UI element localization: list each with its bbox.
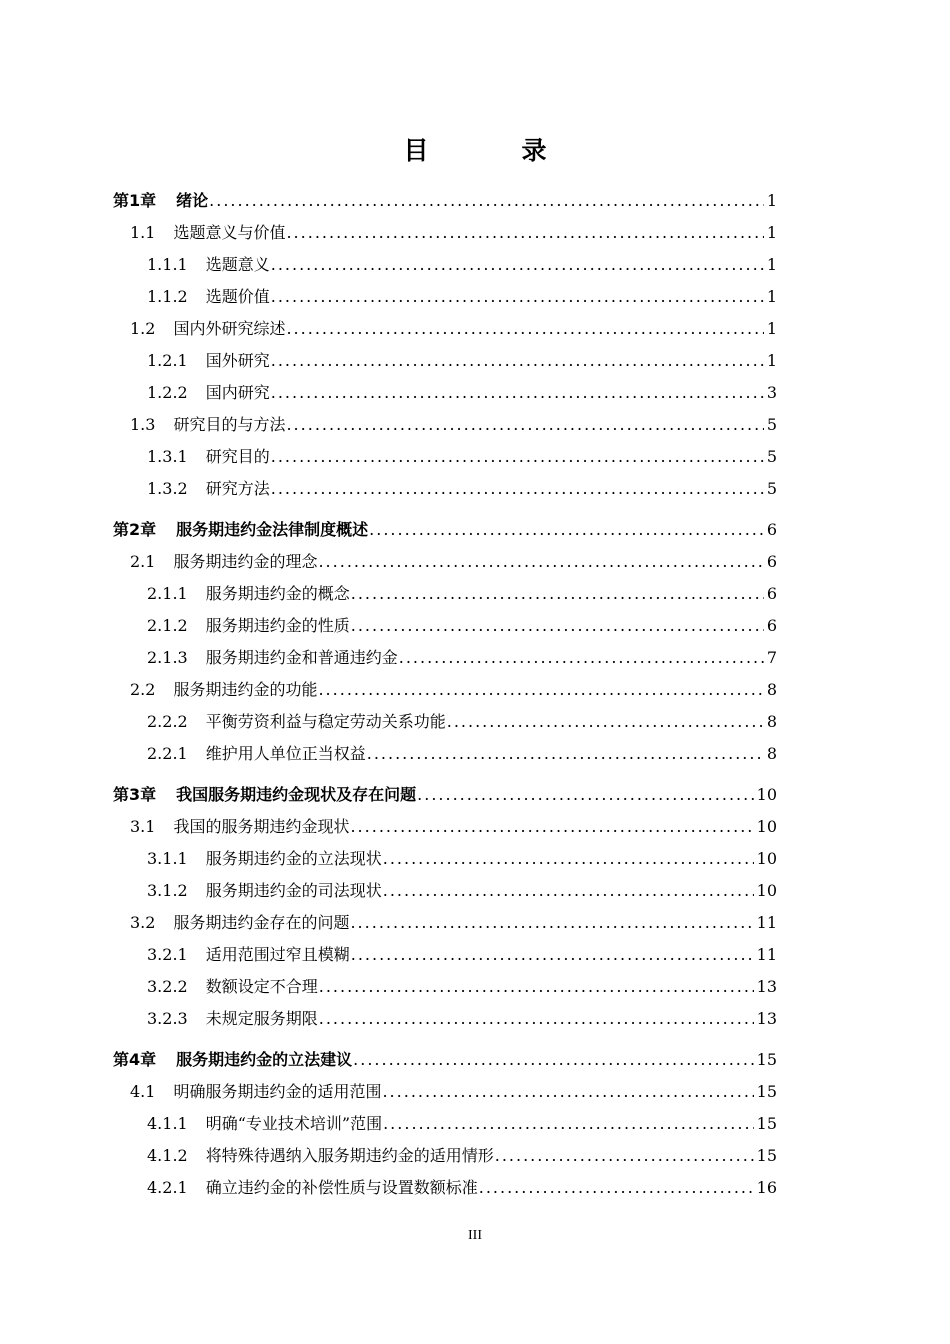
toc-entry-page: 6 [766,552,777,571]
toc-section-entry[interactable] [113,1076,777,1108]
toc-entry-number: 4.2.1 [147,1178,188,1197]
toc-entry-page: 16 [756,1178,777,1197]
toc-entry-number: 2.1 [130,552,156,571]
dot-leader [495,1140,754,1172]
dot-leader [383,843,754,875]
toc-entry-page: 10 [756,817,777,836]
toc-entry-title: 服务期违约金的司法现状 [205,881,382,900]
toc-chapter-entry[interactable] [113,1044,777,1076]
toc-entry-number: 3.1 [130,817,156,836]
toc-entry-page: 6 [766,520,777,539]
toc-entry-title: 未规定服务期限 [205,1009,318,1028]
toc-entry-page: 10 [756,881,777,900]
toc-subsection-entry[interactable] [113,642,777,674]
toc-section-entry[interactable] [113,546,777,578]
toc-entry-page: 15 [756,1082,777,1101]
toc-entry-title: 我国服务期违约金现状及存在问题 [176,785,417,804]
toc-subsection-entry[interactable] [113,345,777,377]
toc-entry-title: 研究方法 [205,479,270,498]
toc-entry-title: 服务期违约金的概念 [205,584,350,603]
toc-entry-number: 第1章 [113,191,157,210]
toc-entry-number: 3.2.1 [147,945,188,964]
dot-leader [318,546,763,578]
toc-entry-page: 15 [756,1146,777,1165]
dot-leader [286,217,763,249]
toc-entry-number: 第2章 [113,520,157,539]
toc-entry-page: 15 [756,1050,777,1069]
dot-leader [350,907,753,939]
dot-leader [319,1003,754,1035]
toc-entry-number: 第3章 [113,785,157,804]
dot-leader [271,473,764,505]
toc-entry-number: 1.1.1 [147,255,188,274]
toc-entry-page: 5 [766,447,777,466]
toc-entry-page: 8 [766,712,777,731]
toc-subsection-entry[interactable] [113,578,777,610]
table-of-contents [113,185,777,1204]
dot-leader [271,249,764,281]
toc-entry-page: 5 [766,415,777,434]
toc-entry-page: 10 [756,785,777,804]
toc-entry-number: 4.1 [130,1082,156,1101]
toc-entry-title: 选题意义 [205,255,270,274]
dot-leader [353,1044,753,1076]
toc-entry-page: 5 [766,479,777,498]
toc-entry-title: 服务期违约金和普通违约金 [205,648,398,667]
toc-entry-page: 11 [756,945,777,964]
toc-entry-page: 6 [766,616,777,635]
toc-entry-page: 10 [756,849,777,868]
toc-entry-title: 选题意义与价值 [173,223,286,242]
toc-subsection-entry[interactable] [113,1172,777,1204]
toc-entry-title: 研究目的 [205,447,270,466]
dot-leader [351,578,764,610]
toc-entry-title: 国外研究 [205,351,270,370]
toc-subsection-entry[interactable] [113,377,777,409]
toc-entry-title: 研究目的与方法 [173,415,286,434]
toc-entry-number: 3.1.2 [147,881,188,900]
dot-leader [479,1172,754,1204]
toc-entry-title: 平衡劳资利益与稳定劳动关系功能 [205,712,446,731]
toc-entry-title: 服务期违约金存在的问题 [173,913,350,932]
toc-subsection-entry[interactable] [113,738,777,770]
toc-entry-page: 1 [766,191,777,210]
toc-subsection-entry[interactable] [113,875,777,907]
dot-leader [271,441,764,473]
toc-section-entry[interactable] [113,217,777,249]
dot-leader [351,939,754,971]
dot-leader [382,1076,753,1108]
toc-subsection-entry[interactable] [113,706,777,738]
toc-entry-number: 2.1.1 [147,584,188,603]
toc-entry-number: 3.2.3 [147,1009,188,1028]
toc-entry-title: 服务期违约金的理念 [173,552,318,571]
dot-leader [319,971,754,1003]
dot-leader [271,281,764,313]
toc-subsection-entry[interactable] [113,473,777,505]
toc-entry-title: 明确“专业技术培训”范围 [205,1114,383,1133]
toc-entry-page: 1 [766,255,777,274]
toc-entry-number: 2.2.2 [147,712,188,731]
toc-entry-number: 2.2.1 [147,744,188,763]
toc-entry-number: 1.3.1 [147,447,188,466]
toc-entry-number: 4.1.1 [147,1114,188,1133]
toc-entry-number: 2.2 [130,680,156,699]
toc-chapter-entry[interactable] [113,514,777,546]
toc-entry-page: 7 [766,648,777,667]
toc-entry-number: 3.1.1 [147,849,188,868]
dot-leader [399,642,764,674]
toc-section-entry[interactable] [113,674,777,706]
toc-entry-number: 3.2 [130,913,156,932]
page-number-footer: III [468,1228,482,1243]
toc-subsection-entry[interactable] [113,939,777,971]
dot-leader [318,674,763,706]
toc-entry-number: 4.1.2 [147,1146,188,1165]
toc-entry-title: 服务期违约金的立法现状 [205,849,382,868]
toc-entry-page: 1 [766,223,777,242]
toc-subsection-entry[interactable] [113,971,777,1003]
toc-entry-page: 8 [766,680,777,699]
toc-entry-title: 国内研究 [205,383,270,402]
toc-entry-title: 确立违约金的补偿性质与设置数额标准 [205,1178,478,1197]
toc-section-entry[interactable] [113,313,777,345]
toc-entry-number: 1.3 [130,415,156,434]
toc-subsection-entry[interactable] [113,1108,777,1140]
dot-leader [351,610,764,642]
toc-entry-title: 维护用人单位正当权益 [205,744,366,763]
toc-entry-page: 1 [766,351,777,370]
toc-entry-number: 1.2.1 [147,351,188,370]
toc-entry-number: 2.1.3 [147,648,188,667]
dot-leader [447,706,764,738]
toc-entry-page: 3 [766,383,777,402]
toc-entry-page: 8 [766,744,777,763]
toc-entry-title: 将特殊待遇纳入服务期违约金的适用情形 [205,1146,494,1165]
toc-entry-number: 3.2.2 [147,977,188,996]
toc-entry-page: 6 [766,584,777,603]
dot-leader [383,1108,754,1140]
toc-entry-page: 1 [766,319,777,338]
toc-entry-number: 2.1.2 [147,616,188,635]
toc-entry-title: 明确服务期违约金的适用范围 [173,1082,382,1101]
toc-entry-page: 15 [756,1114,777,1133]
toc-subsection-entry[interactable] [113,1003,777,1035]
dot-leader [367,738,764,770]
toc-title: 目 录 [403,136,581,165]
toc-entry-title: 选题价值 [205,287,270,306]
toc-subsection-entry[interactable] [113,610,777,642]
toc-entry-number: 1.1.2 [147,287,188,306]
dot-leader [417,779,753,811]
toc-subsection-entry[interactable] [113,441,777,473]
dot-leader [271,345,764,377]
dot-leader [271,377,764,409]
dot-leader [369,514,764,546]
dot-leader [350,811,753,843]
toc-subsection-entry[interactable] [113,1140,777,1172]
toc-entry-number: 1.2.2 [147,383,188,402]
dot-leader [286,409,763,441]
toc-chapter-entry[interactable] [113,185,777,217]
toc-subsection-entry[interactable] [113,249,777,281]
toc-entry-title: 服务期违约金法律制度概述 [176,520,369,539]
toc-entry-title: 绪论 [176,191,209,210]
dot-leader [383,875,754,907]
toc-entry-title: 服务期违约金的立法建议 [176,1050,353,1069]
toc-entry-page: 13 [756,977,777,996]
toc-entry-title: 数额设定不合理 [205,977,318,996]
toc-entry-title: 我国的服务期违约金现状 [173,817,350,836]
dot-leader [286,313,763,345]
toc-entry-number: 1.2 [130,319,156,338]
toc-entry-page: 1 [766,287,777,306]
toc-entry-page: 11 [756,913,777,932]
toc-subsection-entry[interactable] [113,843,777,875]
dot-leader [209,185,764,217]
toc-subsection-entry[interactable] [113,281,777,313]
toc-chapter-entry[interactable] [113,779,777,811]
toc-entry-title: 服务期违约金的性质 [205,616,350,635]
toc-entry-page: 13 [756,1009,777,1028]
toc-entry-title: 适用范围过窄且模糊 [205,945,350,964]
toc-entry-title: 服务期违约金的功能 [173,680,318,699]
toc-entry-number: 1.3.2 [147,479,188,498]
toc-entry-title: 国内外研究综述 [173,319,286,338]
toc-section-entry[interactable] [113,907,777,939]
toc-section-entry[interactable] [113,811,777,843]
toc-entry-number: 1.1 [130,223,156,242]
toc-section-entry[interactable] [113,409,777,441]
toc-entry-number: 第4章 [113,1050,157,1069]
